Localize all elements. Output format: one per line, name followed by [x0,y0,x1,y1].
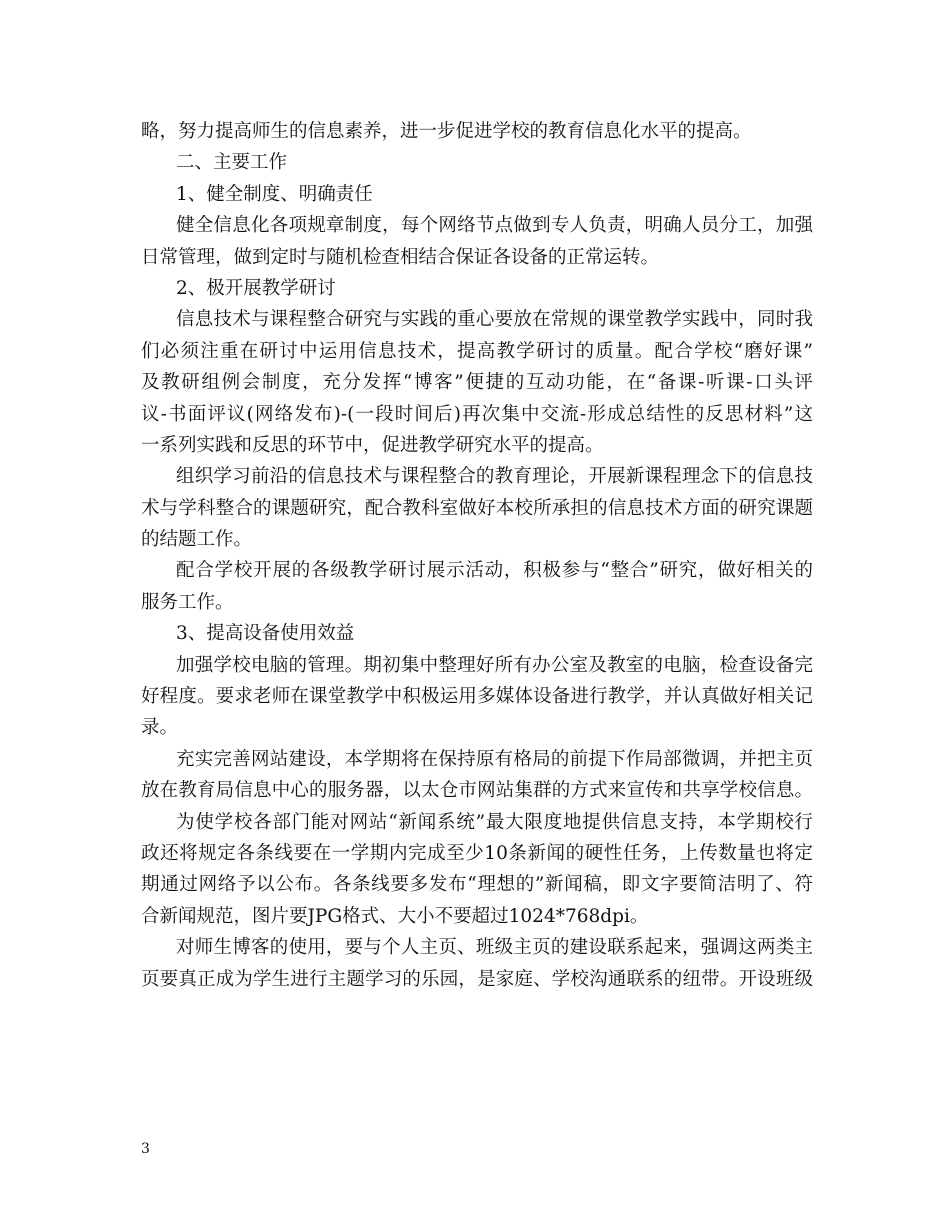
text-line: 略，努力提高师生的信息素养，进一步促进学校的教育信息化水平的提高。 [141,121,752,142]
text-line: 期通过网络予以公布。各条线要多发布“理想的”新闻稿，即文字要简洁明了、符 [141,874,813,896]
text-line: 合新闻规范，图片要JPG格式、大小不要超过1024*768dpi。 [141,905,649,927]
text-line: 服务工作。 [141,591,234,613]
text-line: 3、提高设备使用效益 [176,623,355,645]
text-line: 好程度。要求老师在课堂教学中积极运用多媒体设备进行教学，并认真做好相关记 [141,686,813,708]
text-line: 页要真正成为学生进行主题学习的乐园，是家庭、学校沟通联系的纽带。开设班级 [141,968,813,990]
text-line: 对师生博客的使用，要与个人主页、班级主页的建设联系起来，强调这两类主 [176,937,813,959]
text-line: 充实完善网站建设，本学期将在保持原有格局的前提下作局部微调，并把主页 [176,748,813,770]
text-line: 日常管理，做到定时与随机检查相结合保证各设备的正常运转。 [141,246,660,268]
text-line: 2、极开展教学研讨 [176,277,336,299]
text-line: 1、健全制度、明确责任 [176,183,373,205]
page-number: 3 [141,1141,150,1157]
text-line: 录。 [141,717,179,739]
text-line: 术与学科整合的课题研究，配合教科室做好本校所承担的信息技术方面的研究课题 [141,497,813,519]
text-line: 一系列实践和反思的环节中，促进教学研究水平的提高。 [141,434,604,456]
text-line: 们必须注重在研讨中运用信息技术，提高教学研讨的质量。配合学校“磨好课” [141,340,813,362]
text-line: 二、主要工作 [176,152,288,174]
text-line: 加强学校电脑的管理。期初集中整理好所有办公室及教室的电脑，检查设备完 [176,654,813,676]
text-line: 议-书面评议(网络发布)-(一段时间后)再次集中交流-形成总结性的反思材料”这 [141,403,813,425]
text-line: 政还将规定各条线要在一学期内完成至少10条新闻的硬性任务，上传数量也将定 [141,842,813,864]
text-line: 放在教育局信息中心的服务器，以太仓市网站集群的方式来宣传和共享学校信息。 [141,780,813,802]
text-line: 为使学校各部门能对网站“新闻系统”最大限度地提供信息支持，本学期校行 [176,811,813,833]
text-line: 的结题工作。 [141,529,253,551]
text-line: 健全信息化各项规章制度，每个网络节点做到专人负责，明确人员分工，加强 [176,215,813,237]
text-line: 配合学校开展的各级教学研讨展示活动，积极参与“整合”研究，做好相关的 [176,560,813,582]
text-line: 信息技术与课程整合研究与实践的重心要放在常规的课堂教学实践中，同时我 [176,309,813,331]
document-body [141,116,813,995]
text-line: 及教研组例会制度，充分发挥“博客”便捷的互动功能，在“备课-听课-口头评 [141,372,813,394]
text-line: 组织学习前沿的信息技术与课程整合的教育理论，开展新课程理念下的信息技 [176,466,813,488]
